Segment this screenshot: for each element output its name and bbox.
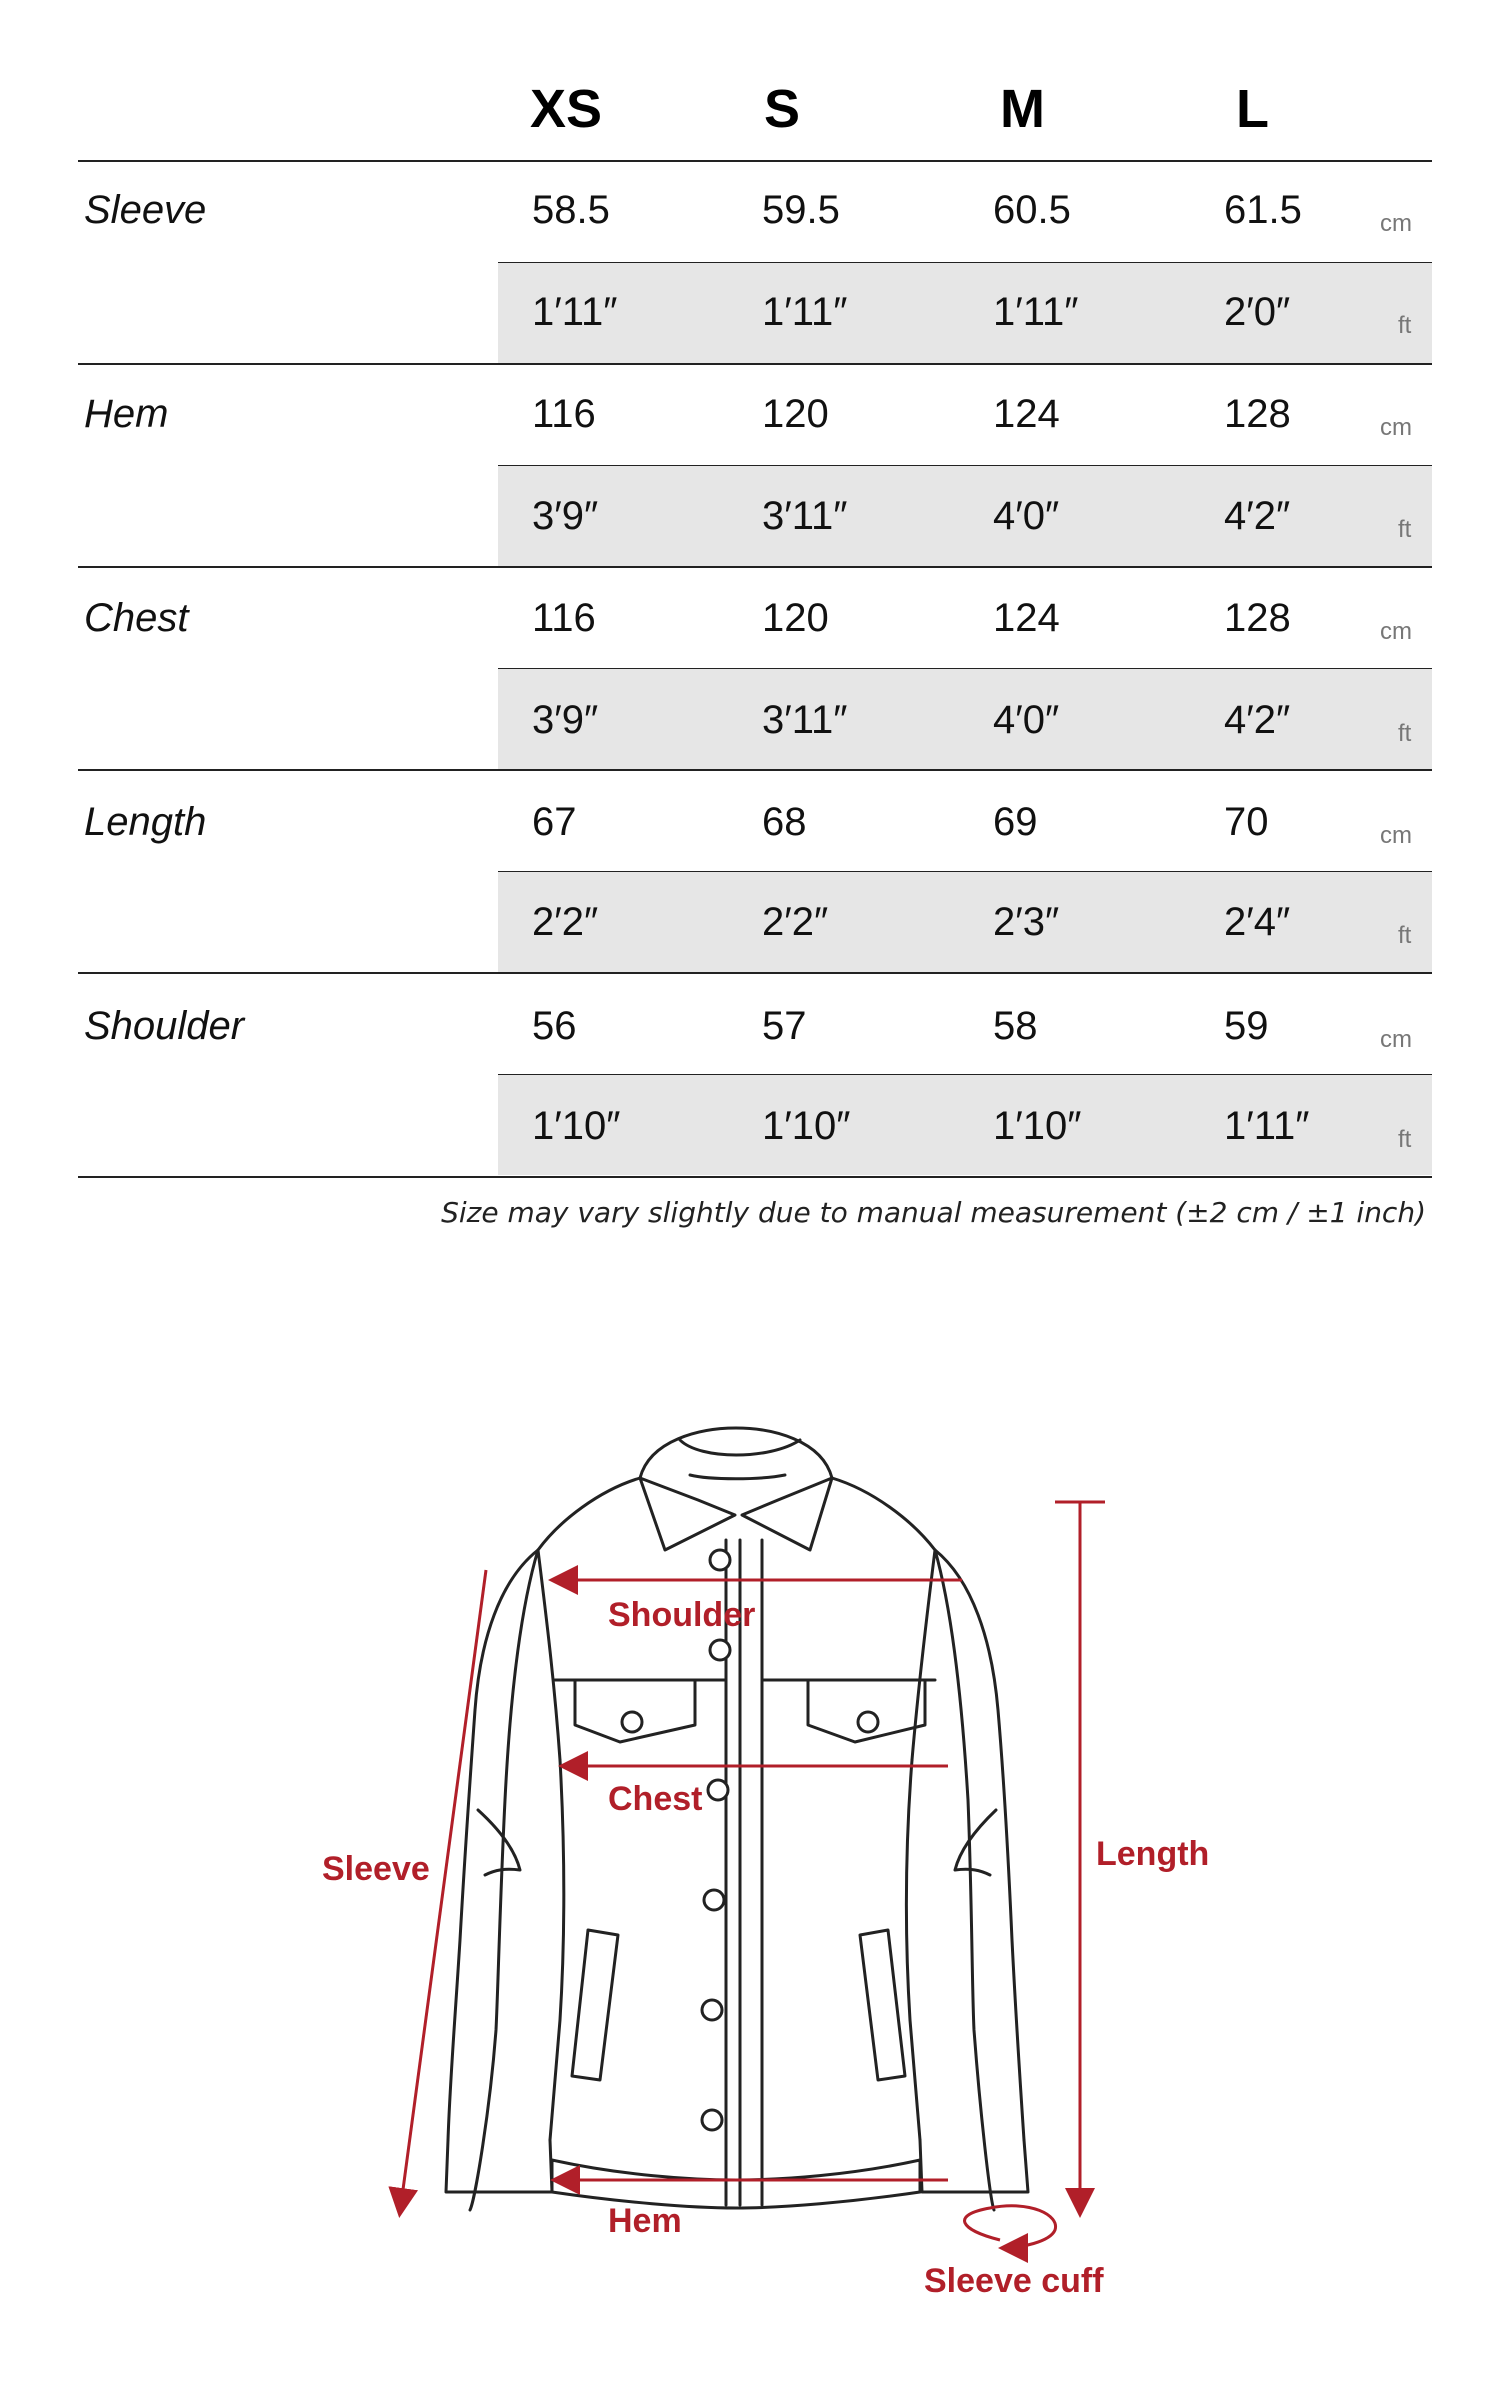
row-rule xyxy=(78,769,1432,771)
unit-cm: cm xyxy=(1380,822,1412,849)
button-circle xyxy=(710,1640,730,1660)
cell-hem-ft-m: 4′0″ xyxy=(993,494,1060,538)
cell-chest-cm-l: 128 xyxy=(1224,596,1291,640)
unit-ft: ft xyxy=(1398,1126,1412,1153)
row-rule xyxy=(78,566,1432,568)
cell-length-ft-l: 2′4″ xyxy=(1224,900,1291,944)
row-label-chest: Chest xyxy=(84,596,189,640)
cell-sleeve-ft-m: 1′11″ xyxy=(993,290,1079,334)
ft-row-shade xyxy=(498,466,1432,566)
ft-row-shade xyxy=(498,872,1432,972)
cell-shoulder-ft-xs: 1′10″ xyxy=(532,1104,621,1148)
ft-row-shade xyxy=(498,669,1432,769)
size-header-l: L xyxy=(1236,79,1269,139)
diagram-label-hem: Hem xyxy=(608,2202,682,2240)
size-header-m: M xyxy=(1000,79,1045,139)
diagram-label-sleeve: Sleeve xyxy=(322,1850,430,1888)
cell-chest-ft-m: 4′0″ xyxy=(993,698,1060,742)
diagram-label-shoulder: Shoulder xyxy=(608,1596,756,1634)
jacket-measurement-diagram xyxy=(0,1380,1500,2300)
cell-length-ft-m: 2′3″ xyxy=(993,900,1060,944)
table-top-rule xyxy=(78,160,1432,162)
unit-ft: ft xyxy=(1398,312,1412,339)
cell-hem-cm-xs: 116 xyxy=(532,392,596,436)
unit-ft: ft xyxy=(1398,720,1412,747)
cell-shoulder-cm-s: 57 xyxy=(762,1004,807,1048)
jacket-buttons xyxy=(622,1550,878,2130)
sleeve-cuff-arrow xyxy=(965,2206,1056,2248)
cell-chest-ft-s: 3′11″ xyxy=(762,698,848,742)
cell-hem-cm-m: 124 xyxy=(993,392,1060,436)
diagram-label-chest: Chest xyxy=(608,1780,703,1818)
cell-hem-ft-s: 3′11″ xyxy=(762,494,848,538)
cell-chest-cm-m: 124 xyxy=(993,596,1060,640)
row-rule xyxy=(78,363,1432,365)
diagram-label-sleeve-cuff: Sleeve cuff xyxy=(924,2262,1104,2300)
cell-chest-ft-xs: 3′9″ xyxy=(532,698,599,742)
cell-length-cm-l: 70 xyxy=(1224,800,1269,844)
row-label-shoulder: Shoulder xyxy=(84,1004,245,1048)
button-circle xyxy=(622,1712,642,1732)
row-rule xyxy=(78,972,1432,974)
cell-shoulder-cm-m: 58 xyxy=(993,1004,1038,1048)
cell-shoulder-cm-xs: 56 xyxy=(532,1004,577,1048)
cell-sleeve-ft-s: 1′11″ xyxy=(762,290,848,334)
unit-cm: cm xyxy=(1380,1026,1412,1053)
unit-cm: cm xyxy=(1380,414,1412,441)
cell-shoulder-cm-l: 59 xyxy=(1224,1004,1269,1048)
cell-length-cm-s: 68 xyxy=(762,800,807,844)
cell-chest-cm-s: 120 xyxy=(762,596,829,640)
cell-sleeve-ft-l: 2′0″ xyxy=(1224,290,1291,334)
cell-shoulder-ft-m: 1′10″ xyxy=(993,1104,1082,1148)
unit-ft: ft xyxy=(1398,922,1412,949)
button-circle xyxy=(702,2000,722,2020)
cell-hem-ft-l: 4′2″ xyxy=(1224,494,1291,538)
button-circle xyxy=(708,1780,728,1800)
cell-chest-cm-xs: 116 xyxy=(532,596,596,640)
cell-chest-ft-l: 4′2″ xyxy=(1224,698,1291,742)
table-bottom-rule xyxy=(78,1176,1432,1178)
cell-shoulder-ft-l: 1′11″ xyxy=(1224,1104,1310,1148)
cell-shoulder-ft-s: 1′10″ xyxy=(762,1104,851,1148)
unit-cm: cm xyxy=(1380,210,1412,237)
cell-length-ft-s: 2′2″ xyxy=(762,900,829,944)
ft-row-shade xyxy=(498,263,1432,363)
row-label-sleeve: Sleeve xyxy=(84,188,207,232)
sleeve-arrow xyxy=(400,1570,486,2212)
unit-cm: cm xyxy=(1380,618,1412,645)
diagram-label-length: Length xyxy=(1096,1835,1210,1873)
measurement-note: Size may vary slightly due to manual measurement (±2 cm / ±1 inch) xyxy=(441,1196,1426,1229)
cell-length-cm-xs: 67 xyxy=(532,800,577,844)
jacket-outline xyxy=(446,1428,1028,2210)
cell-sleeve-cm-s: 59.5 xyxy=(762,188,840,232)
unit-ft: ft xyxy=(1398,516,1412,543)
cell-sleeve-cm-m: 60.5 xyxy=(993,188,1071,232)
cell-sleeve-cm-xs: 58.5 xyxy=(532,188,610,232)
size-header-row xyxy=(0,0,1500,160)
row-label-hem: Hem xyxy=(84,392,169,436)
button-circle xyxy=(704,1890,724,1910)
cell-length-cm-m: 69 xyxy=(993,800,1038,844)
button-circle xyxy=(710,1550,730,1570)
button-circle xyxy=(858,1712,878,1732)
size-header-s: S xyxy=(764,79,801,139)
cell-sleeve-ft-xs: 1′11″ xyxy=(532,290,618,334)
cell-length-ft-xs: 2′2″ xyxy=(532,900,599,944)
row-label-length: Length xyxy=(84,800,207,844)
cell-hem-cm-s: 120 xyxy=(762,392,829,436)
cell-sleeve-cm-l: 61.5 xyxy=(1224,188,1302,232)
cell-hem-cm-l: 128 xyxy=(1224,392,1291,436)
button-circle xyxy=(702,2110,722,2130)
cell-hem-ft-xs: 3′9″ xyxy=(532,494,599,538)
size-header-xs: XS xyxy=(530,79,603,139)
